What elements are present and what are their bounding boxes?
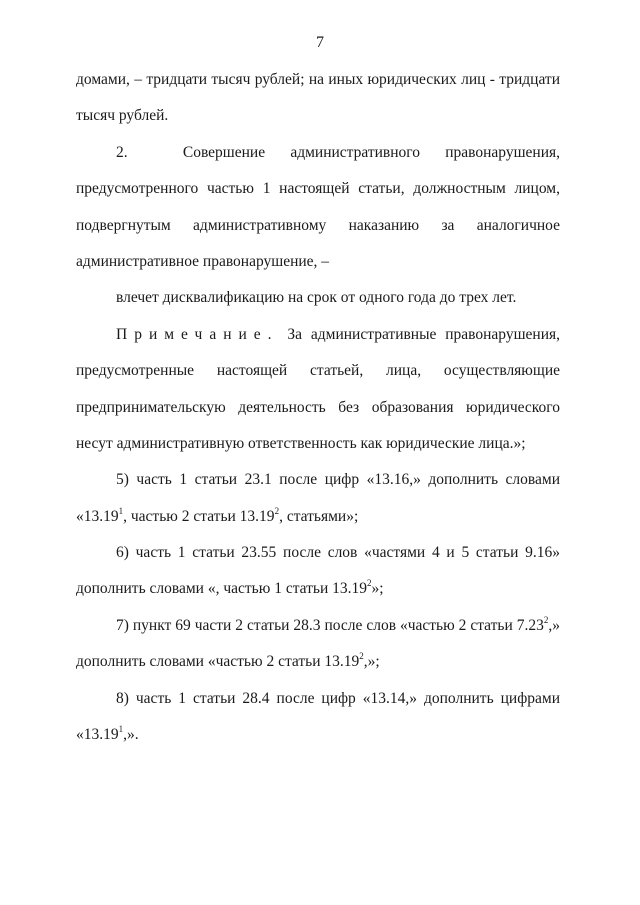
text-line: несут административную ответственность как юридические лица.»; [76, 434, 526, 452]
item-5-line-2 [76, 499, 560, 535]
text-fragment: дополнить словами «, частью 1 статьи 13.19 [76, 580, 368, 598]
text-fragment: За административные правонарушения, [287, 325, 560, 343]
text-fragment: , статьями»; [279, 507, 359, 525]
text-fragment: ,». [123, 726, 139, 744]
item-5-line-1: 5) часть 1 статьи 23.1 после цифр «13.16,» дополнить словами [116, 471, 560, 489]
paragraph-2-first-line [76, 135, 560, 171]
text-line: предусмотренные настоящей статьей, лица, осуществляющие [76, 362, 560, 380]
item-7-line-1 [76, 608, 560, 644]
text-line: тысяч рублей. [76, 107, 169, 125]
page-number: 7 [316, 34, 324, 51]
item-7-line-2 [76, 644, 560, 680]
text-fragment: ,» [548, 616, 560, 634]
item-6-line-2 [76, 571, 560, 607]
document-body [76, 62, 560, 753]
text-line: влечет дисквалификацию на срок от одного года до трех лет. [116, 289, 517, 307]
superscript: 2 [543, 614, 549, 625]
superscript: 1 [118, 724, 124, 735]
text-line: предпринимательскую деятельность без образования юридического [76, 398, 560, 416]
superscript: 2 [274, 505, 280, 516]
superscript: 2 [367, 578, 372, 589]
text-line: домами, – тридцати тысяч рублей; на иных юридических лиц - тридцати [76, 71, 560, 88]
text-fragment: 7) пункт 69 части 2 статьи 28.3 после слов «частью 2 статьи 7.23 [116, 616, 544, 634]
superscript: 2 [359, 651, 364, 662]
text-line: подвергнутым административному наказанию за аналогичное [76, 216, 560, 234]
text-fragment: дополнить словами «частью 2 статьи 13.19 [76, 653, 360, 671]
text-line: административное правонарушение, – [76, 252, 330, 270]
text-fragment: «13.19 [76, 726, 119, 744]
note-label: Примечание. [116, 325, 279, 343]
paragraph-number: 2. [116, 143, 128, 161]
superscript: 1 [118, 505, 124, 516]
text-fragment: , частью 2 статьи 13.19 [123, 507, 275, 525]
text-fragment: Совершение административного правонарушения, [182, 143, 560, 161]
text-fragment: «13.19 [76, 507, 119, 525]
note-first-line [76, 317, 560, 353]
text-line: предусмотренного частью 1 настоящей статьи, должностным лицом, [76, 180, 560, 198]
text-fragment: ,»; [363, 653, 380, 671]
text-fragment: »; [371, 580, 384, 598]
item-8-line-2 [76, 717, 560, 753]
item-6-line-1: 6) часть 1 статьи 23.55 после слов «частями 4 и 5 статьи 9.16» [116, 544, 560, 562]
item-8-line-1: 8) часть 1 статьи 28.4 после цифр «13.14,» дополнить цифрами [116, 689, 560, 707]
